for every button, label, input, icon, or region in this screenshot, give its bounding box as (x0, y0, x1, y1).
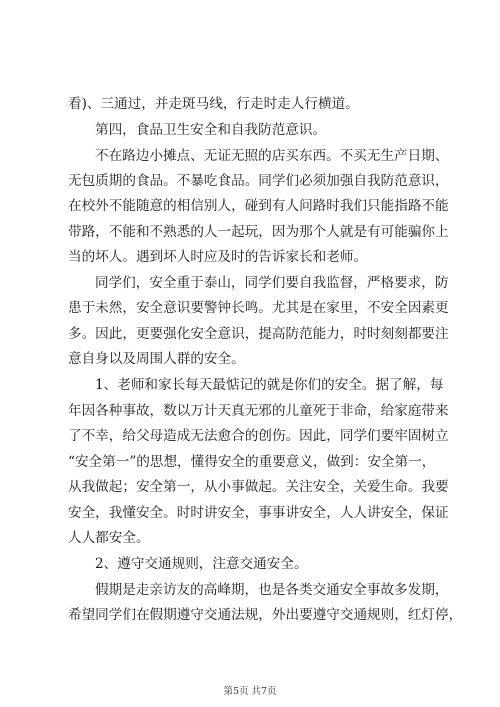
text-line: 不在路边小摊点、无证无照的店买东西。不买无生产日期、 (95, 148, 449, 164)
text-line: 在校外不能随意的相信别人，碰到有人问路时我们只能指路不能 (68, 198, 449, 214)
page-number: 第5页 共7页 (223, 686, 277, 697)
text-line: 安全，我懂安全。时时讲安全，事事讲安全，人人讲安全，保证 (68, 505, 449, 521)
text-line: 带路，不能和不熟悉的人一起玩，因为那个人就是有可能骗你上 (68, 224, 449, 240)
text-line: 人人都安全。 (68, 530, 150, 546)
text-line: 1、老师和家长每天最惦记的就是你们的安全。据了解，每 (95, 377, 444, 393)
text-line: 看)、三通过，并走斑马线，行走时走人行横道。 (68, 96, 359, 112)
text-line: 无包质期的食品。不暴吃食品。同学们必须加强自我防范意识， (68, 173, 449, 189)
text-line: “安全第一”的思想，懂得安全的重要意义，做到：安全第一， (68, 454, 436, 470)
text-line: 意自身以及周围人群的安全。 (68, 351, 245, 367)
section-heading: 2、遵守交通规则，注意交通安全。 (95, 556, 308, 572)
text-line: 当的坏人。遇到坏人时应及时的告诉家长和老师。 (68, 249, 368, 265)
text-line: 同学们，安全重于泰山，同学们要自我监督，严格要求，防 (95, 275, 449, 291)
text-line: 假期是走亲访友的高峰期，也是各类交通安全事故多发期， (95, 582, 449, 598)
section-heading: 第四，食品卫生安全和自我防范意识。 (95, 122, 327, 138)
text-line: 希望同学们在假期遵守交通法规，外出要遵守交通规则，红灯停， (68, 607, 463, 623)
text-line: 从我做起；安全第一，从小事做起。关注安全，关爱生命。我要 (68, 479, 449, 495)
text-line: 年因各种事故，数以万计天真无邪的儿童死于非命，给家庭带来 (68, 403, 449, 419)
text-line: 多。因此，更要强化安全意识，提高防范能力，时时刻刻都要注 (68, 326, 449, 342)
text-line: 了不幸，给父母造成无法愈合的创伤。因此，同学们要牢固树立 (68, 428, 449, 444)
text-line: 患于未然，安全意识要警钟长鸣。尤其是在家里，不安全因素更 (68, 300, 449, 316)
